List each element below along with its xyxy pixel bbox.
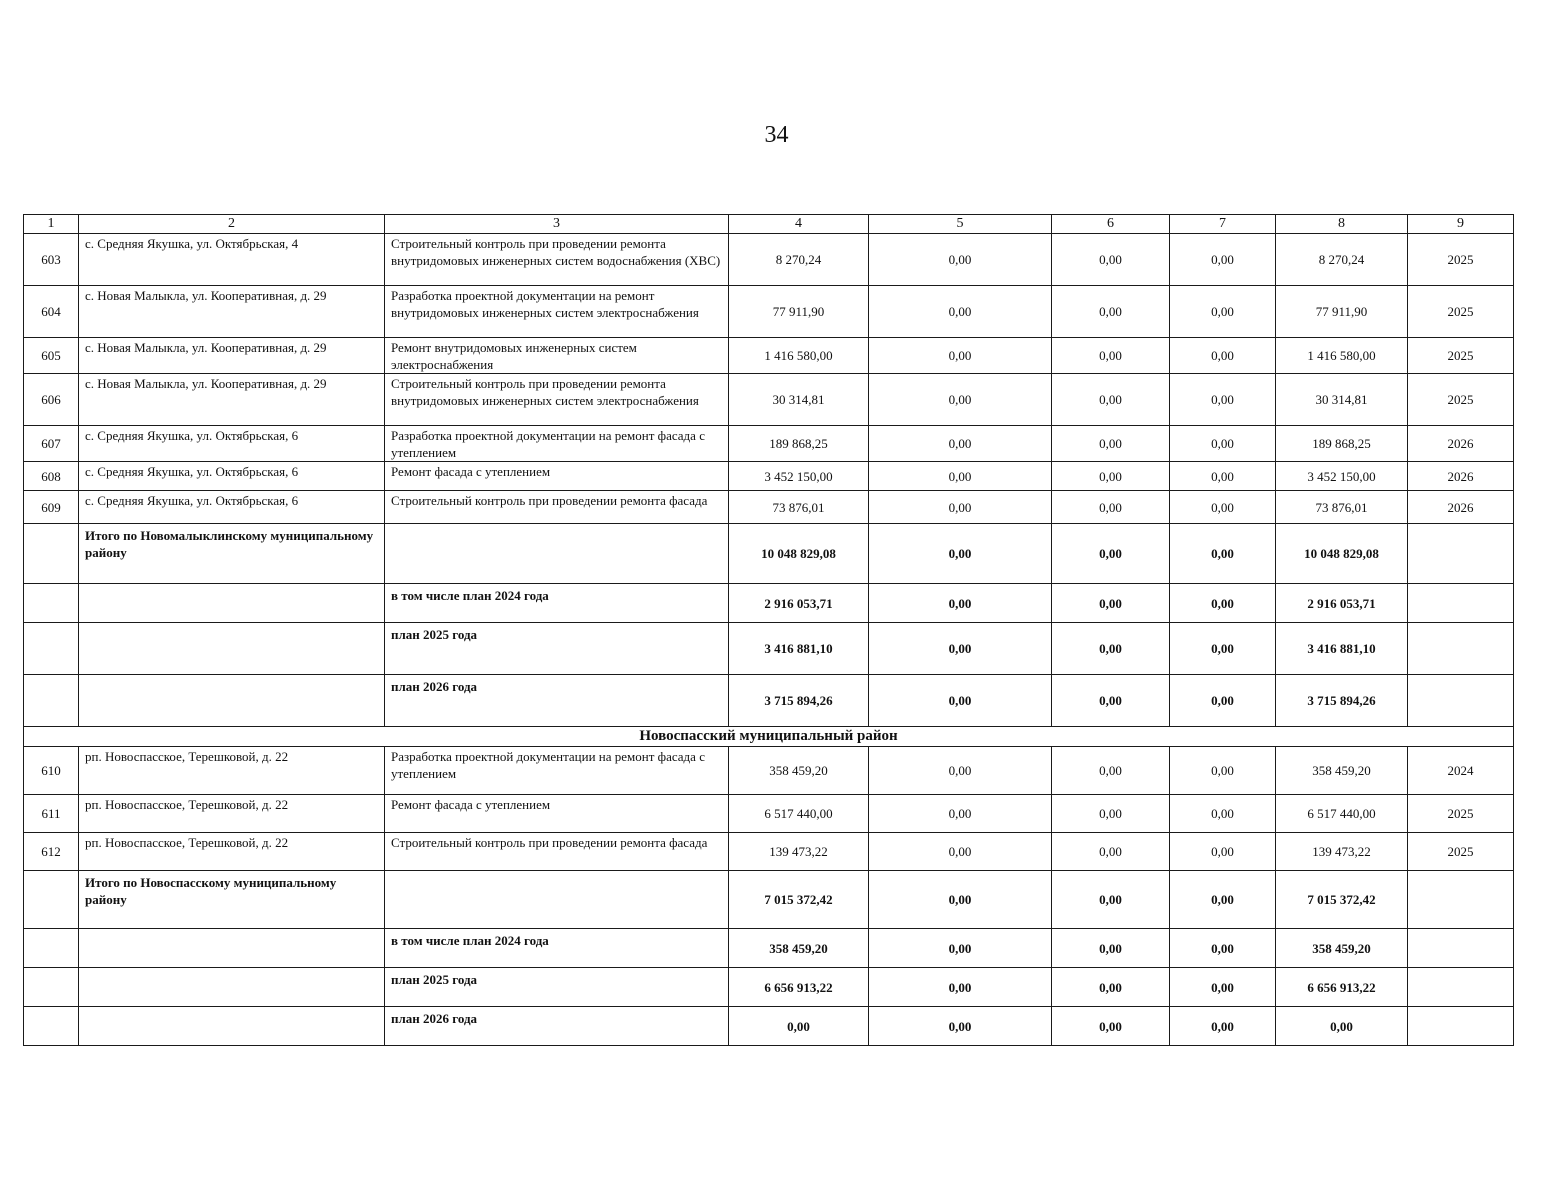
local-budget-cell: 0,00 — [1170, 871, 1276, 929]
local-budget-cell: 0,00 — [1170, 584, 1276, 623]
work-type-cell: план 2025 года — [385, 623, 729, 675]
total-cost-cell: 139 473,22 — [729, 833, 869, 871]
budget-cell: 0,00 — [1052, 833, 1170, 871]
table-row — [24, 747, 1514, 795]
work-type-cell: Строительный контроль при проведении ремонта внутридомовых инженерных систем электроснабжения — [385, 374, 729, 426]
row-number-cell: 608 — [24, 462, 79, 491]
total-cost-cell: 3 416 881,10 — [729, 623, 869, 675]
column-header: 5 — [869, 215, 1052, 234]
column-header: 9 — [1408, 215, 1514, 234]
year-cell — [1408, 524, 1514, 584]
table-row — [24, 426, 1514, 462]
work-type-cell: план 2025 года — [385, 968, 729, 1007]
budget-cell: 0,00 — [1052, 929, 1170, 968]
local-budget-cell: 0,00 — [1170, 374, 1276, 426]
total-cost-cell: 73 876,01 — [729, 491, 869, 524]
row-number-cell: 604 — [24, 286, 79, 338]
year-cell: 2026 — [1408, 491, 1514, 524]
row-number-cell — [24, 675, 79, 727]
work-type-cell: Разработка проектной документации на ремонт фасада с утеплением — [385, 747, 729, 795]
table-row — [24, 374, 1514, 426]
address-cell: с. Средняя Якушка, ул. Октябрьская, 6 — [79, 426, 385, 462]
total-cost-cell: 6 656 913,22 — [729, 968, 869, 1007]
year-cell: 2025 — [1408, 833, 1514, 871]
fund-cell: 0,00 — [869, 338, 1052, 374]
fund-cell: 0,00 — [869, 491, 1052, 524]
local-budget-cell: 0,00 — [1170, 524, 1276, 584]
budget-cell: 0,00 — [1052, 747, 1170, 795]
column-header: 1 — [24, 215, 79, 234]
owners-funds-cell: 139 473,22 — [1276, 833, 1408, 871]
fund-cell: 0,00 — [869, 286, 1052, 338]
address-cell: рп. Новоспасское, Терешковой, д. 22 — [79, 833, 385, 871]
total-cost-cell: 2 916 053,71 — [729, 584, 869, 623]
column-header: 8 — [1276, 215, 1408, 234]
local-budget-cell: 0,00 — [1170, 747, 1276, 795]
work-type-cell: план 2026 года — [385, 675, 729, 727]
budget-cell: 0,00 — [1052, 795, 1170, 833]
address-cell: с. Средняя Якушка, ул. Октябрьская, 4 — [79, 234, 385, 286]
fund-cell: 0,00 — [869, 1007, 1052, 1046]
year-cell: 2025 — [1408, 234, 1514, 286]
owners-funds-cell: 3 416 881,10 — [1276, 623, 1408, 675]
local-budget-cell: 0,00 — [1170, 338, 1276, 374]
summary-row — [24, 1007, 1514, 1046]
row-number-cell — [24, 584, 79, 623]
fund-cell: 0,00 — [869, 833, 1052, 871]
budget-cell: 0,00 — [1052, 968, 1170, 1007]
fund-cell: 0,00 — [869, 747, 1052, 795]
total-cost-cell: 7 015 372,42 — [729, 871, 869, 929]
page-number: 34 — [764, 122, 789, 148]
owners-funds-cell: 7 015 372,42 — [1276, 871, 1408, 929]
capital-repair-plan-table — [23, 214, 1514, 1046]
total-cost-cell: 3 715 894,26 — [729, 675, 869, 727]
owners-funds-cell: 6 656 913,22 — [1276, 968, 1408, 1007]
owners-funds-cell: 73 876,01 — [1276, 491, 1408, 524]
fund-cell: 0,00 — [869, 968, 1052, 1007]
address-cell — [79, 675, 385, 727]
row-number-cell: 606 — [24, 374, 79, 426]
owners-funds-cell: 358 459,20 — [1276, 747, 1408, 795]
column-number-header-row — [24, 215, 1514, 234]
table-row — [24, 462, 1514, 491]
row-number-cell — [24, 929, 79, 968]
table-row — [24, 234, 1514, 286]
total-cost-cell: 189 868,25 — [729, 426, 869, 462]
work-type-cell: в том числе план 2024 года — [385, 929, 729, 968]
year-cell — [1408, 871, 1514, 929]
table-row — [24, 833, 1514, 871]
column-header: 7 — [1170, 215, 1276, 234]
summary-row — [24, 929, 1514, 968]
fund-cell: 0,00 — [869, 524, 1052, 584]
total-cost-cell: 1 416 580,00 — [729, 338, 869, 374]
year-cell: 2025 — [1408, 338, 1514, 374]
work-type-cell: план 2026 года — [385, 1007, 729, 1046]
year-cell — [1408, 623, 1514, 675]
total-cost-cell: 358 459,20 — [729, 747, 869, 795]
year-cell: 2025 — [1408, 374, 1514, 426]
local-budget-cell: 0,00 — [1170, 491, 1276, 524]
work-type-cell: Строительный контроль при проведении ремонта фасада — [385, 491, 729, 524]
budget-cell: 0,00 — [1052, 871, 1170, 929]
row-number-cell: 605 — [24, 338, 79, 374]
budget-cell: 0,00 — [1052, 426, 1170, 462]
year-cell: 2024 — [1408, 747, 1514, 795]
row-number-cell — [24, 968, 79, 1007]
row-number-cell — [24, 623, 79, 675]
district-header-row — [24, 727, 1514, 747]
work-type-cell: в том числе план 2024 года — [385, 584, 729, 623]
owners-funds-cell: 10 048 829,08 — [1276, 524, 1408, 584]
local-budget-cell: 0,00 — [1170, 286, 1276, 338]
address-cell: с. Средняя Якушка, ул. Октябрьская, 6 — [79, 491, 385, 524]
local-budget-cell: 0,00 — [1170, 462, 1276, 491]
fund-cell: 0,00 — [869, 929, 1052, 968]
work-type-cell: Строительный контроль при проведении ремонта внутридомовых инженерных систем водоснабжения (ХВС) — [385, 234, 729, 286]
address-cell: с. Новая Малыкла, ул. Кооперативная, д. 29 — [79, 374, 385, 426]
work-type-cell — [385, 524, 729, 584]
row-number-cell: 610 — [24, 747, 79, 795]
fund-cell: 0,00 — [869, 584, 1052, 623]
budget-cell: 0,00 — [1052, 524, 1170, 584]
total-cost-cell: 6 517 440,00 — [729, 795, 869, 833]
owners-funds-cell: 3 452 150,00 — [1276, 462, 1408, 491]
work-type-cell: Строительный контроль при проведении ремонта фасада — [385, 833, 729, 871]
fund-cell: 0,00 — [869, 871, 1052, 929]
column-header: 6 — [1052, 215, 1170, 234]
year-cell: 2025 — [1408, 795, 1514, 833]
owners-funds-cell: 6 517 440,00 — [1276, 795, 1408, 833]
total-cost-cell: 358 459,20 — [729, 929, 869, 968]
year-cell: 2026 — [1408, 426, 1514, 462]
summary-row — [24, 584, 1514, 623]
budget-cell: 0,00 — [1052, 491, 1170, 524]
year-cell — [1408, 929, 1514, 968]
owners-funds-cell: 189 868,25 — [1276, 426, 1408, 462]
address-cell — [79, 968, 385, 1007]
fund-cell: 0,00 — [869, 795, 1052, 833]
summary-row — [24, 675, 1514, 727]
summary-row — [24, 871, 1514, 929]
district-name: Новоспасский муниципальный район — [24, 727, 1514, 747]
local-budget-cell: 0,00 — [1170, 623, 1276, 675]
budget-cell: 0,00 — [1052, 1007, 1170, 1046]
total-cost-cell: 8 270,24 — [729, 234, 869, 286]
column-header: 2 — [79, 215, 385, 234]
fund-cell: 0,00 — [869, 234, 1052, 286]
year-cell — [1408, 1007, 1514, 1046]
address-cell — [79, 1007, 385, 1046]
budget-cell: 0,00 — [1052, 623, 1170, 675]
column-header: 3 — [385, 215, 729, 234]
work-type-cell: Ремонт фасада с утеплением — [385, 462, 729, 491]
work-type-cell: Ремонт фасада с утеплением — [385, 795, 729, 833]
address-cell: с. Новая Малыкла, ул. Кооперативная, д. 29 — [79, 338, 385, 374]
year-cell: 2025 — [1408, 286, 1514, 338]
row-number-cell: 612 — [24, 833, 79, 871]
table-row — [24, 795, 1514, 833]
address-cell — [79, 623, 385, 675]
local-budget-cell: 0,00 — [1170, 675, 1276, 727]
fund-cell: 0,00 — [869, 675, 1052, 727]
owners-funds-cell: 8 270,24 — [1276, 234, 1408, 286]
fund-cell: 0,00 — [869, 462, 1052, 491]
local-budget-cell: 0,00 — [1170, 426, 1276, 462]
table-row — [24, 491, 1514, 524]
total-cost-cell: 30 314,81 — [729, 374, 869, 426]
local-budget-cell: 0,00 — [1170, 234, 1276, 286]
total-cost-cell: 10 048 829,08 — [729, 524, 869, 584]
fund-cell: 0,00 — [869, 623, 1052, 675]
row-number-cell: 611 — [24, 795, 79, 833]
budget-cell: 0,00 — [1052, 462, 1170, 491]
budget-cell: 0,00 — [1052, 286, 1170, 338]
address-cell: рп. Новоспасское, Терешковой, д. 22 — [79, 747, 385, 795]
address-cell: с. Новая Малыкла, ул. Кооперативная, д. 29 — [79, 286, 385, 338]
total-cost-cell: 0,00 — [729, 1007, 869, 1046]
table-row — [24, 338, 1514, 374]
address-cell: с. Средняя Якушка, ул. Октябрьская, 6 — [79, 462, 385, 491]
row-number-cell — [24, 1007, 79, 1046]
fund-cell: 0,00 — [869, 374, 1052, 426]
address-cell — [79, 584, 385, 623]
owners-funds-cell: 30 314,81 — [1276, 374, 1408, 426]
column-header: 4 — [729, 215, 869, 234]
address-cell: Итого по Новомалыклинскому муниципальному району — [79, 524, 385, 584]
year-cell — [1408, 584, 1514, 623]
local-budget-cell: 0,00 — [1170, 795, 1276, 833]
work-type-cell: Ремонт внутридомовых инженерных систем электроснабжения — [385, 338, 729, 374]
row-number-cell: 609 — [24, 491, 79, 524]
year-cell — [1408, 675, 1514, 727]
owners-funds-cell: 2 916 053,71 — [1276, 584, 1408, 623]
summary-row — [24, 524, 1514, 584]
total-cost-cell: 3 452 150,00 — [729, 462, 869, 491]
work-type-cell — [385, 871, 729, 929]
owners-funds-cell: 1 416 580,00 — [1276, 338, 1408, 374]
year-cell — [1408, 968, 1514, 1007]
budget-cell: 0,00 — [1052, 234, 1170, 286]
address-cell — [79, 929, 385, 968]
work-type-cell: Разработка проектной документации на ремонт внутридомовых инженерных систем электроснабжения — [385, 286, 729, 338]
address-cell: рп. Новоспасское, Терешковой, д. 22 — [79, 795, 385, 833]
total-cost-cell: 77 911,90 — [729, 286, 869, 338]
summary-row — [24, 623, 1514, 675]
table-row — [24, 286, 1514, 338]
summary-row — [24, 968, 1514, 1007]
row-number-cell: 607 — [24, 426, 79, 462]
row-number-cell: 603 — [24, 234, 79, 286]
owners-funds-cell: 3 715 894,26 — [1276, 675, 1408, 727]
budget-cell: 0,00 — [1052, 374, 1170, 426]
fund-cell: 0,00 — [869, 426, 1052, 462]
budget-cell: 0,00 — [1052, 584, 1170, 623]
local-budget-cell: 0,00 — [1170, 833, 1276, 871]
owners-funds-cell: 77 911,90 — [1276, 286, 1408, 338]
year-cell: 2026 — [1408, 462, 1514, 491]
owners-funds-cell: 0,00 — [1276, 1007, 1408, 1046]
row-number-cell — [24, 871, 79, 929]
work-type-cell: Разработка проектной документации на ремонт фасада с утеплением — [385, 426, 729, 462]
local-budget-cell: 0,00 — [1170, 929, 1276, 968]
local-budget-cell: 0,00 — [1170, 968, 1276, 1007]
budget-cell: 0,00 — [1052, 338, 1170, 374]
budget-cell: 0,00 — [1052, 675, 1170, 727]
row-number-cell — [24, 524, 79, 584]
address-cell: Итого по Новоспасскому муниципальному району — [79, 871, 385, 929]
owners-funds-cell: 358 459,20 — [1276, 929, 1408, 968]
local-budget-cell: 0,00 — [1170, 1007, 1276, 1046]
